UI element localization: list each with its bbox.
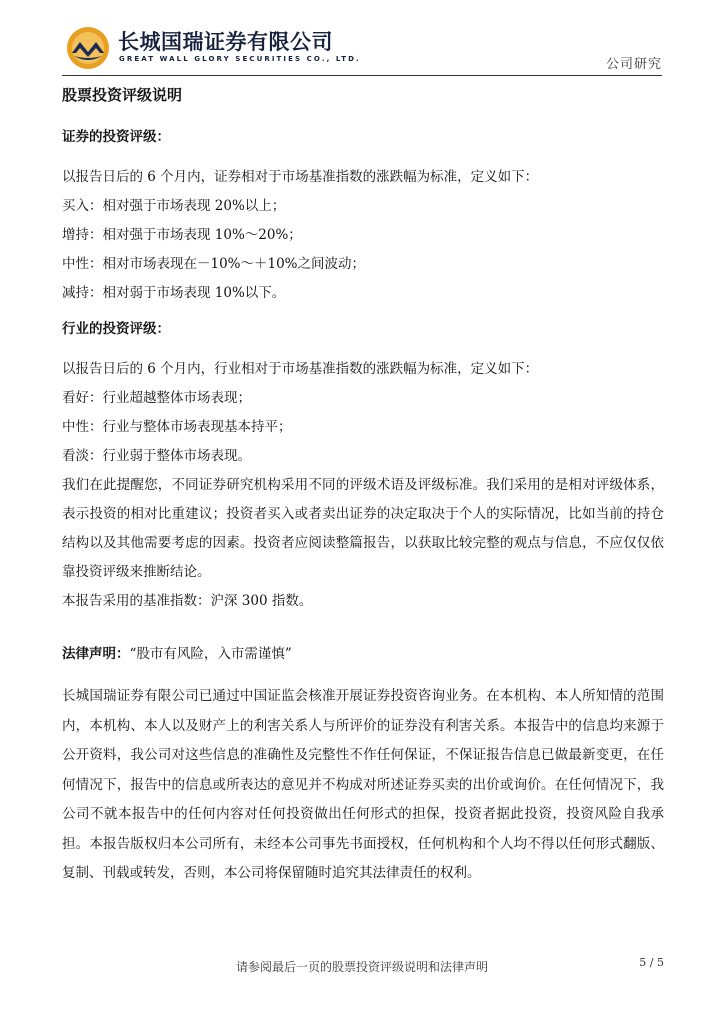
legal-statement-body: 长城国瑞证券有限公司已通过中国证监会核准开展证券投资咨询业务。在本机构、本人所知情的范围内，本机构、本人以及财产上的利害关系人与所评价的证券没有利害关系。本报告中的信息均来源于公开资料，我公司对这些信息的准确性及完整性不作任何保证，不保证报告信息已做最新变更，在任何情况下，报告中的信息或所表达的意见并不构成对所述证券买卖的出价或询价。在任何情况下，我公司不就本报告中的任何内容对任何投资做出任何形式的担保，投资者据此投资，投资风险自我承担。本报告版权归本公司所有，未经本公司事先书面授权，任何机构和个人均不得以任何形式翻版、复制、刊载或转发，否则，本公司将保留随时追究其法律责任的权利。 bbox=[62, 688, 664, 881]
legal-slogan: “股市有风险，入市需谨慎” bbox=[129, 646, 292, 662]
page-content bbox=[62, 80, 664, 889]
header-divider bbox=[62, 75, 662, 76]
stock-rating-heading: 证券的投资评级： bbox=[62, 129, 170, 145]
stock-rating-block bbox=[62, 163, 664, 308]
benchmark-index-line: 本报告采用的基准指数：沪深 300 指数。 bbox=[62, 593, 313, 609]
industry-rating-intro: 以报告日后的 6 个月内，行业相对于市场基准指数的涨跌幅为标准，定义如下： bbox=[62, 361, 539, 377]
report-section-label: 公司研究 bbox=[605, 57, 662, 72]
stock-rating-item: 中性：相对市场表现在－10%～＋10%之间波动； bbox=[62, 256, 366, 272]
stock-rating-item: 增持：相对强于市场表现 10%～20%； bbox=[62, 227, 302, 243]
report-header bbox=[62, 22, 662, 76]
company-logo-icon bbox=[66, 26, 110, 70]
stock-rating-item: 减持：相对弱于市场表现 10%以下。 bbox=[62, 285, 286, 301]
legal-heading: 法律声明： bbox=[62, 646, 130, 662]
stock-rating-intro: 以报告日后的 6 个月内，证券相对于市场基准指数的涨跌幅为标准，定义如下： bbox=[62, 169, 539, 185]
company-name-en: GREAT WALL GLORY SECURITIES CO., LTD. bbox=[119, 55, 361, 63]
industry-rating-block bbox=[62, 355, 664, 616]
industry-rating-item: 看好：行业超越整体市场表现； bbox=[62, 390, 251, 406]
page-number: 5 / 5 bbox=[639, 956, 664, 969]
company-name-cn: 长城国瑞证券有限公司 bbox=[118, 30, 333, 54]
stock-rating-item: 买入：相对强于市场表现 20%以上； bbox=[62, 198, 286, 214]
footer-note: 请参阅最后一页的股票投资评级说明和法律声明 bbox=[235, 960, 488, 974]
page-title: 股票投资评级说明 bbox=[62, 86, 183, 104]
rating-disclaimer-paragraph: 我们在此提醒您，不同证券研究机构采用不同的评级术语及评级标准。我们采用的是相对评级体系，表示投资的相对比重建议；投资者买入或者卖出证券的决定取决于个人的实际情况，比如当前的持仓结构以及其他需要考虑的因素。投资者应阅读整篇报告，以获取比较完整的观点与信息，不应仅仅依靠投资评级来推断结论。 bbox=[62, 477, 664, 580]
legal-heading-line bbox=[62, 642, 664, 662]
industry-rating-item: 看淡：行业弱于整体市场表现。 bbox=[62, 448, 251, 464]
industry-rating-item: 中性：行业与整体市场表现基本持平； bbox=[62, 419, 292, 435]
industry-rating-heading: 行业的投资评级： bbox=[62, 321, 170, 337]
